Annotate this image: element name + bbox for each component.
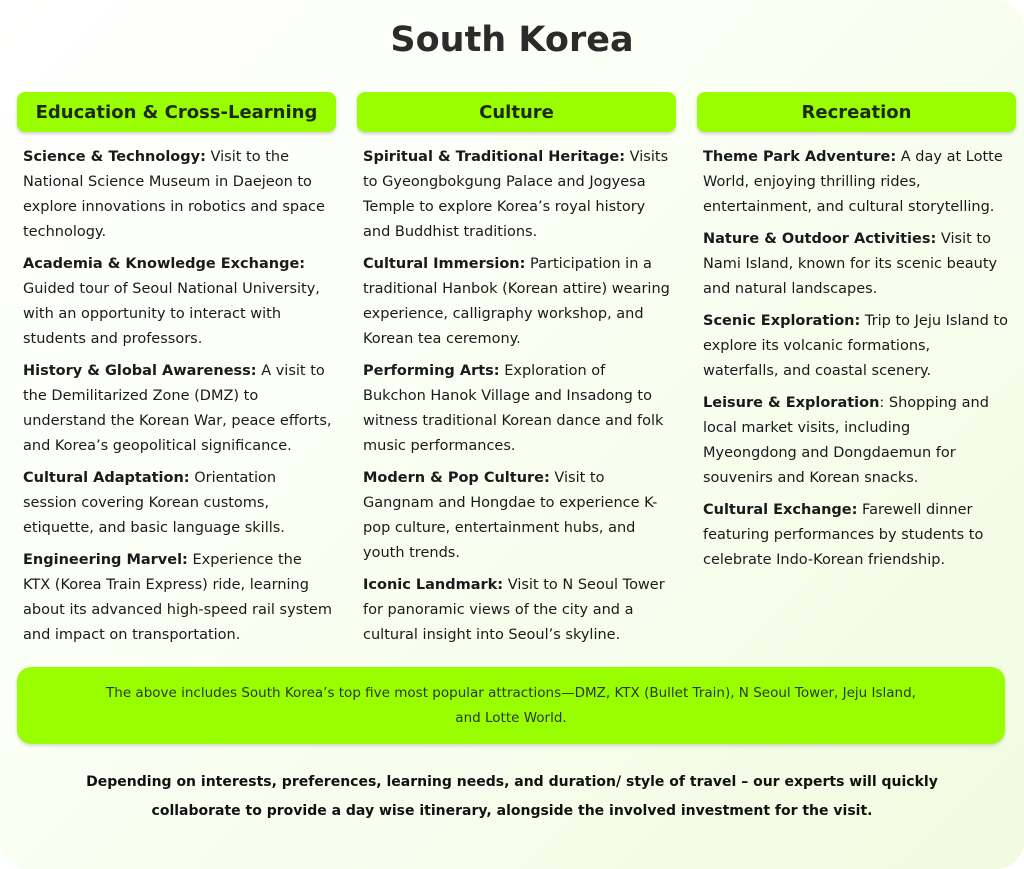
entry-cultural-adaptation: Cultural Adaptation: Orientation session covering Korean customs, etiquette, and basic language skills. xyxy=(23,470,285,536)
entry-nature-outdoor: Nature & Outdoor Activities: Visit to Nami Island, known for its scenic beauty and natural landscapes. xyxy=(703,231,998,297)
entry-theme-park: Theme Park Adventure: A day at Lotte World, enjoying thrilling rides, entertainment, and cultural storytelling. xyxy=(703,149,1003,215)
footer-note: Depending on interests, preferences, learning needs, and duration/ style of travel – our experts will quickly collaborate to provide a day wise itinerary, alongside the involved investment for the visit. xyxy=(86,774,938,819)
header-recreation: Recreation xyxy=(697,92,1016,132)
entry-iconic-landmark: Iconic Landmark: Visit to N Seoul Tower for panoramic views of the city and a cultural insight into Seoul’s skyline. xyxy=(363,577,665,643)
entry-modern-pop-culture: Modern & Pop Culture: Visit to Gangnam and Hongdae to experience K-pop culture, entertainment hubs, and youth trends. xyxy=(363,470,658,561)
entry-scenic-exploration: Scenic Exploration: Trip to Jeju Island to explore its volcanic formations, waterfalls, and coastal scenery. xyxy=(703,313,1008,379)
page-title: South Korea xyxy=(390,20,634,60)
highlights-banner-text: The above includes South Korea’s top five most popular attractions—DMZ, KTX (Bullet Train), N Seoul Tower, Jeju Island, and Lotte World. xyxy=(106,684,916,726)
entry-science-technology: Science & Technology: Visit to the National Science Museum in Daejeon to explore innovations in robotics and space technology. xyxy=(23,149,325,240)
entry-history: History & Global Awareness: A visit to the Demilitarized Zone (DMZ) to understand the Korean War, peace efforts, and Korea’s geopolitical significance. xyxy=(23,363,332,454)
header-education: Education & Cross-Learning xyxy=(17,92,336,132)
entry-leisure-exploration: Leisure & Exploration: Shopping and local market visits, including Myeongdong and Dongdaemun for souvenirs and Korean snacks. xyxy=(703,395,989,486)
header-culture: Culture xyxy=(357,92,676,132)
entry-engineering-marvel: Engineering Marvel: Experience the KTX (Korea Train Express) ride, learning about its advanced high-speed rail system and impact on transportation. xyxy=(23,552,332,643)
highlights-banner xyxy=(17,667,1005,744)
entry-academia: Academia & Knowledge Exchange: Guided tour of Seoul National University, with an opportunity to interact with students and professors. xyxy=(23,256,320,347)
column-recreation xyxy=(703,145,1008,580)
column-culture xyxy=(363,145,672,655)
entry-cultural-exchange: Cultural Exchange: Farewell dinner featuring performances by students to celebrate Indo-Korean friendship. xyxy=(703,502,984,568)
entry-cultural-immersion: Cultural Immersion: Participation in a traditional Hanbok (Korean attire) wearing experience, calligraphy workshop, and Korean tea ceremony. xyxy=(363,256,670,347)
entry-performing-arts: Performing Arts: Exploration of Bukchon Hanok Village and Insadong to witness traditional Korean dance and folk music performances. xyxy=(363,363,664,454)
column-education xyxy=(23,145,332,655)
entry-spiritual-heritage: Spiritual & Traditional Heritage: Visits to Gyeongbokgung Palace and Jogyesa Temple to explore Korea’s royal history and Buddhist traditions. xyxy=(363,149,669,240)
